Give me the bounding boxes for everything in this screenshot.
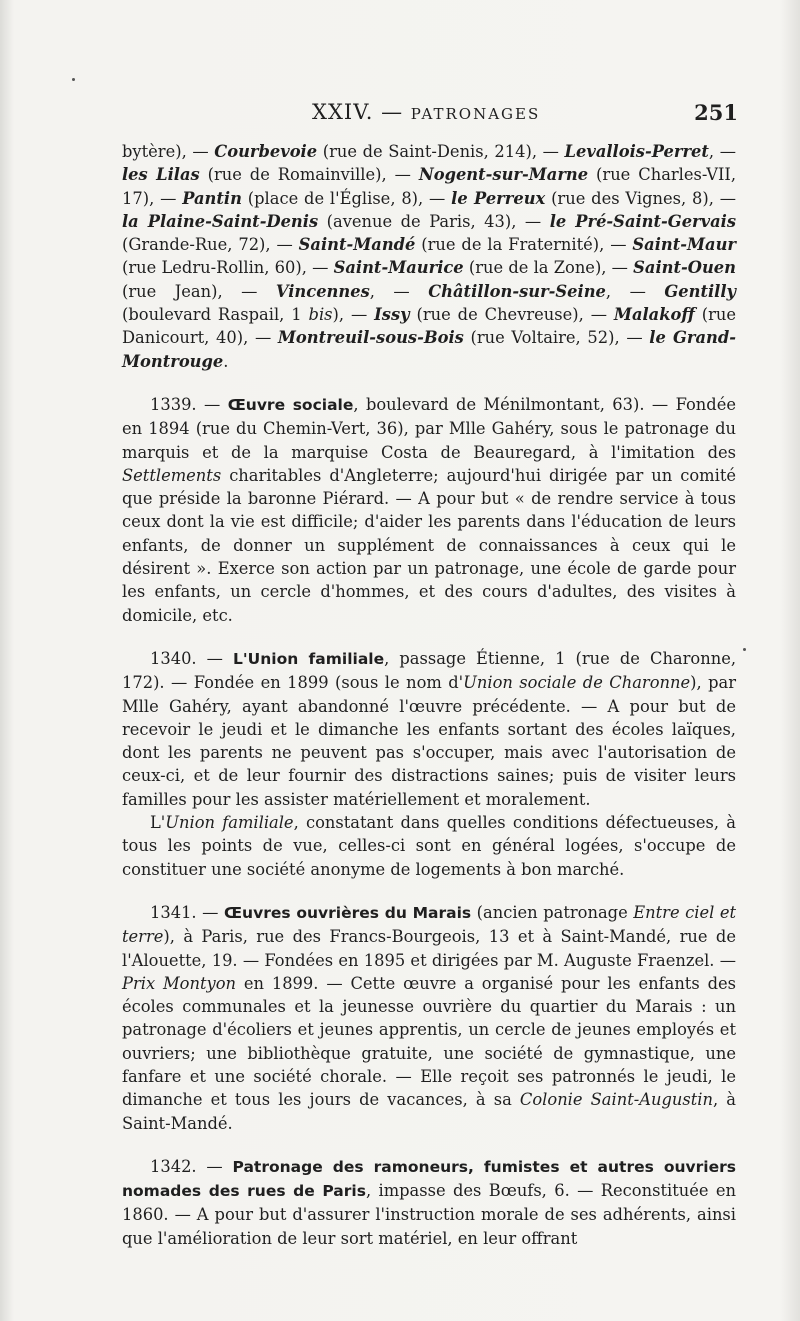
entry-title: Œuvre sociale — [227, 395, 354, 414]
emphasis-text: Prix Montyon — [122, 973, 236, 993]
entry-title: Œuvres ouvrières du Marais — [223, 903, 472, 922]
text-run: 1339. — — [150, 394, 228, 414]
text-run: 1341. — — [150, 902, 224, 922]
text-run: , impasse des Bœufs, 6. — Reconstituée en 1860. — A pour but d'assurer l'instruction morale de ses adhérents, ainsi que l'amélioration de leur sort matériel, en leur offrant — [122, 1181, 736, 1248]
intro-paragraph — [122, 140, 736, 373]
emphasis-text: les Lilas — [122, 165, 200, 185]
text-run: 1342. — — [150, 1156, 233, 1176]
emphasis-text: Saint-Maurice — [333, 258, 464, 278]
emphasis-text: bis — [308, 305, 333, 325]
entry-title: Patronage des ramoneurs, fumistes et autres ouvriers nomades des rues de Paris — [122, 1157, 736, 1201]
paper-speck — [72, 78, 75, 81]
entry-title: L'Union familiale — [233, 649, 385, 668]
entry-paragraph — [122, 1155, 736, 1250]
chapter-number: XXIV. — [312, 100, 374, 124]
text-run: (ancien patronage — [471, 902, 634, 922]
entry-paragraph — [122, 901, 736, 1135]
text-run: ), par Mlle Gahéry, ayant abandonné l'œuvre précédente. — A pour but de recevoir le jeudi et le dimanche les enfants sortant des écoles laïques, dont les parents ne peuvent pas s'occuper, mais avec l'autorisation de ceux-ci, et de leur fournir des distractions saines; puis de visiter leurs familles pour les assister matériellement et moralement. — [122, 673, 736, 809]
emphasis-text: Courbevoie — [214, 142, 318, 161]
text-run: (rue Danicourt, 40), — — [122, 305, 737, 348]
running-header — [118, 100, 738, 130]
text-run: . — [223, 351, 229, 371]
emphasis-text: Saint-Mandé — [298, 235, 416, 255]
emphasis-text: Issy — [374, 305, 410, 325]
entry-paragraph — [122, 393, 736, 627]
text-run: , boulevard de Ménilmontant, 63). — Fondée en 1894 (rue du Chemin-Vert, 36), par Mlle Gahéry, sous le patronage du marquis et de la marquise Costa de Beauregard, à l'imitation des — [122, 394, 736, 462]
text-run: (avenue de Paris, 43), — — [318, 211, 550, 231]
entry-paragraph — [122, 811, 736, 881]
emphasis-text: Saint-Ouen — [633, 258, 736, 278]
text-run: (rue des Vignes, 8), — — [545, 188, 736, 208]
emphasis-text: Châtillon-sur-Seine — [428, 281, 606, 301]
entry-paragraph — [122, 647, 736, 811]
text-run: (rue de Chevreuse), — — [409, 305, 614, 325]
text-run: L' — [150, 813, 166, 833]
text-body — [122, 140, 736, 1250]
text-run: , — — [369, 281, 429, 301]
emphasis-text: Union sociale de Charonne — [463, 673, 691, 693]
text-run: ), à Paris, rue des Francs-Bourgeois, 13 et à Saint-Mandé, rue de l'Alouette, 19. — Fondées en 1895 et dirigées par M. Auguste Fraenzel. — — [122, 927, 736, 970]
emphasis-text: le Grand-Montrouge — [122, 328, 736, 371]
text-run: , passage Étienne, 1 (rue de Charonne, 172). — Fondée en 1899 (sous le nom d' — [122, 648, 736, 693]
emphasis-text: Levallois-Perret — [564, 142, 709, 161]
text-run: (rue Ledru-Rollin, 60), — — [122, 258, 334, 278]
text-run: bytère), — — [122, 142, 215, 161]
text-run: , constatant dans quelles conditions défectueuses, à tous les points de vue, celles-ci sont en général logées, s'occupe de constituer une société anonyme de logements à bon marché. — [122, 813, 736, 879]
emphasis-text: Saint-Maur — [632, 235, 736, 255]
text-run: (rue Charles-VII, 17), — — [122, 165, 736, 208]
page-number: 251 — [694, 100, 738, 125]
header-dash: — — [381, 100, 404, 124]
emphasis-text: Nogent-sur-Marne — [418, 165, 589, 185]
text-run: (rue Jean), — — [122, 281, 276, 301]
text-run: 1340. — — [150, 648, 234, 668]
emphasis-text: Gentilly — [664, 281, 737, 301]
emphasis-text: Malakoff — [613, 305, 695, 325]
emphasis-text: le Pré-Saint-Gervais — [549, 211, 736, 231]
paper-speck — [743, 648, 746, 651]
text-run: (boulevard Raspail, 1 — [122, 305, 309, 325]
text-run: charitables d'Angleterre; aujourd'hui dirigée par un comité que préside la baronne Piérard. — A pour but « de rendre service à tous ceux dont la vie est difficile; d'aider les parents dans l'éducation de leurs enfants, de donner un supplément de connaissances à ceux qui le désirent ». Exerce son action par un patronage, une école de garde pour les enfants, un cercle d'hommes, et des cours d'adultes, des visites à domicile, etc. — [122, 465, 736, 625]
text-run: (rue de Romainville), — — [199, 165, 419, 185]
text-run: , — — [605, 281, 665, 301]
text-run: (place de l'Église, 8), — — [241, 188, 452, 208]
emphasis-text: Colonie Saint-Augustin — [519, 1090, 713, 1110]
section-title: PATRONAGES — [410, 105, 541, 123]
emphasis-text: la Plaine-Saint-Denis — [122, 211, 319, 231]
emphasis-text: Union familiale — [165, 813, 294, 833]
text-run: (Grande-Rue, 72), — — [122, 235, 299, 255]
text-run: , à Saint-Mandé. — [122, 1090, 736, 1133]
emphasis-text: Montreuil-sous-Bois — [277, 328, 464, 348]
text-run: ), — — [332, 305, 375, 325]
emphasis-text: Pantin — [182, 188, 242, 208]
text-run: (rue de la Zone), — — [463, 258, 634, 278]
text-run: (rue de la Fraternité), — — [415, 235, 633, 255]
emphasis-text: Entre ciel et terre — [122, 902, 736, 947]
text-run: (rue Voltaire, 52), — — [463, 328, 650, 348]
emphasis-text: Settlements — [122, 465, 222, 485]
chapter-heading — [312, 100, 540, 124]
emphasis-text: le Perreux — [451, 188, 546, 208]
text-run: en 1899. — Cette œuvre a organisé pour les enfants des écoles communales et la jeunesse ouvrière du quartier du Marais : un patronage d'écoliers et jeunes apprentis, un cercle de jeunes employés et ouvriers; une bibliothèque gratuite, une société de gymnastique, une fanfare et une société chorale. — Elle reçoit ses patronnés le jeudi, le dimanche et tous les jours de vacances, à sa — [122, 973, 736, 1110]
text-run: (rue de Saint-Denis, 214), — — [317, 142, 565, 161]
text-run: , — — [708, 142, 736, 161]
emphasis-text: Vincennes — [275, 281, 370, 301]
